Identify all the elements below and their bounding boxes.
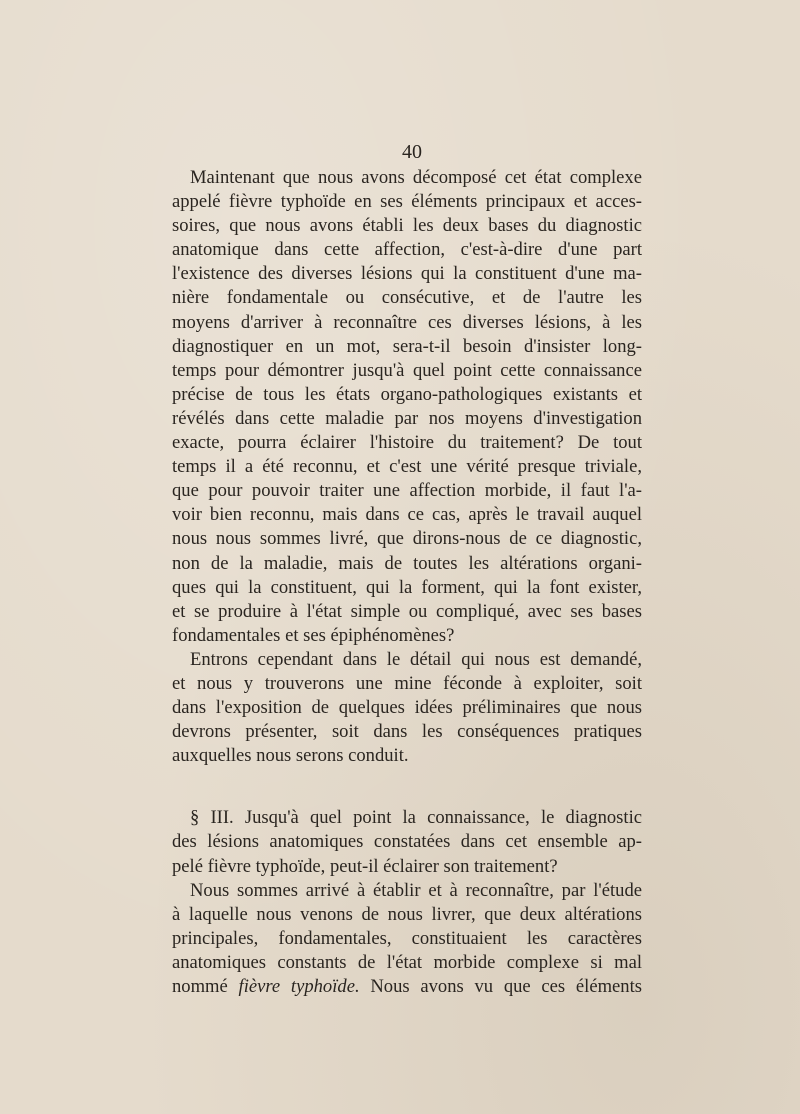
page-text <box>172 140 642 999</box>
text-line: principales, fondamentales, constituaient les caractères <box>172 927 642 949</box>
text-line: fondamentales et ses épiphénomènes? <box>172 624 455 646</box>
text-line: anatomiques constants de l'état morbide complexe si mal <box>172 951 642 973</box>
section-heading-paragraph <box>172 806 642 878</box>
paragraph-1 <box>172 166 642 648</box>
text-line: et nous y trouverons une mine féconde à exploiter, soit <box>172 672 642 694</box>
text-line: soires, que nous avons établi les deux bases du diagnostic <box>172 215 642 237</box>
italic-term: fièvre typhoïde. <box>238 976 360 997</box>
text-fragment: nommé <box>172 976 239 997</box>
text-fragment: Nous avons vu que ces éléments <box>359 976 642 997</box>
text-line: révélés dans cette maladie par nos moyens d'investigation <box>172 407 642 429</box>
text-line: Maintenant que nous avons décomposé cet état complexe <box>190 167 642 188</box>
text-line: dans l'exposition de quelques idées préliminaires que nous <box>172 697 642 719</box>
text-line: et se produire à l'état simple ou compliqué, avec ses bases <box>172 600 642 622</box>
text-line: temps il a été reconnu, et c'est une vérité presque triviale, <box>172 456 642 478</box>
text-line: précise de tous les états organo-pathologiques existants et <box>172 383 642 405</box>
paragraph-4 <box>172 879 642 999</box>
page-number: 40 <box>402 141 422 163</box>
text-line: moyens d'arriver à reconnaître ces diverses lésions, à les <box>172 311 642 333</box>
text-line <box>172 975 642 999</box>
text-line: ques qui la constituent, qui la forment, qui la font exister, <box>172 576 642 598</box>
section-gap <box>172 768 642 806</box>
text-line: voir bien reconnu, mais dans ce cas, après le travail auquel <box>172 504 642 526</box>
text-line: anatomique dans cette affection, c'est-à-dire d'une part <box>172 239 642 261</box>
text-line: Nous sommes arrivé à établir et à reconnaître, par l'étude <box>190 879 642 901</box>
text-line: exacte, pourra éclairer l'histoire du traitement? De tout <box>172 432 642 454</box>
text-line: nière fondamentale ou consécutive, et de l'autre les <box>172 287 642 309</box>
text-line: à laquelle nous venons de nous livrer, que deux altérations <box>172 903 642 925</box>
text-line: l'existence des diverses lésions qui la constituent d'une ma- <box>172 263 642 285</box>
text-line: des lésions anatomiques constatées dans cet ensemble ap- <box>172 831 642 853</box>
text-line: § III. Jusqu'à quel point la connaissance, le diagnostic <box>190 807 642 829</box>
text-line: non de la maladie, mais de toutes les altérations organi- <box>172 552 642 574</box>
text-line: devrons présenter, soit dans les conséquences pratiques <box>172 721 642 743</box>
text-line: diagnostiquer en un mot, sera-t-il besoin d'insister long- <box>172 335 642 357</box>
text-line: que pour pouvoir traiter une affection morbide, il faut l'a- <box>172 480 642 502</box>
paragraph-2 <box>172 648 642 768</box>
text-line: auxquelles nous serons conduit. <box>172 745 409 767</box>
text-line: temps pour démontrer jusqu'à quel point cette connaissance <box>172 359 642 381</box>
text-line: pelé fièvre typhoïde, peut-il éclairer son traitement? <box>172 855 558 877</box>
text-line: appelé fièvre typhoïde en ses éléments principaux et acces- <box>172 191 642 213</box>
text-line: nous nous sommes livré, que dirons-nous de ce diagnostic, <box>172 528 642 550</box>
text-line: Entrons cependant dans le détail qui nous est demandé, <box>190 648 642 670</box>
